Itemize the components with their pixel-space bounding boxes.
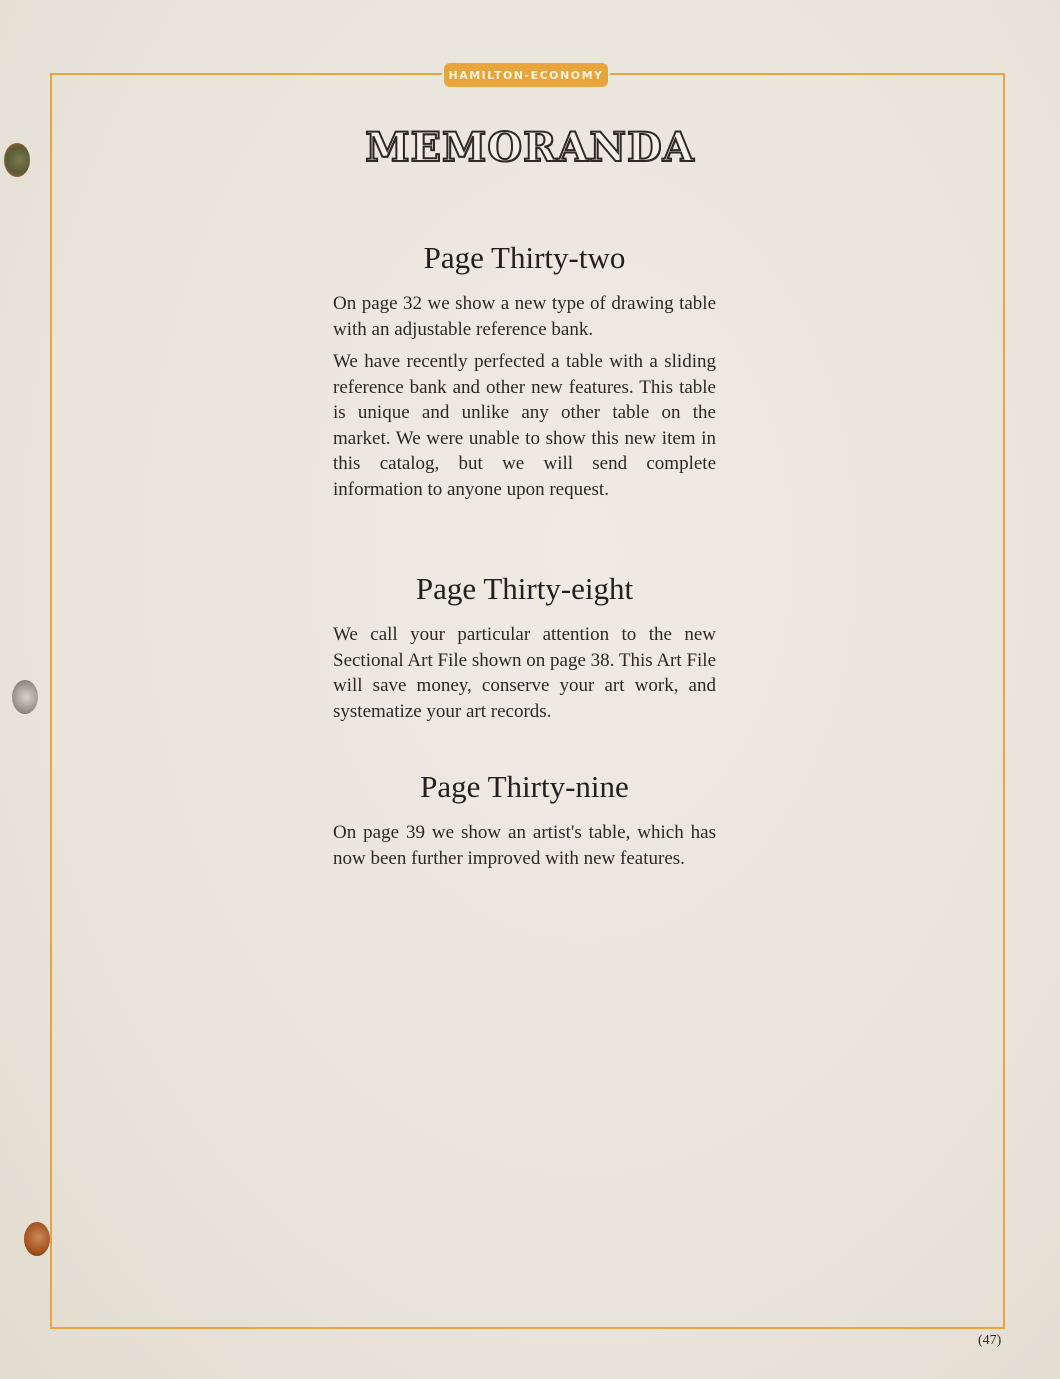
section-paragraph: On page 32 we show a new type of drawing table with an adjustable reference bank. [333,293,716,340]
page-number: (47) [978,1333,1002,1348]
section-heading: Page Thirty-nine [420,769,629,804]
section-heading: Page Thirty-eight [415,571,634,606]
binder-hole [12,680,38,714]
section-paragraph: We have recently perfected a table with a sliding reference bank and other new features. This table is unique and unlike any other table on the market. We were unable to show this new item in this catalog, but we will send complete information to anyone upon request. [333,351,716,500]
section-heading: Page Thirty-two [423,240,626,275]
page-title: MEMORANDA [365,124,695,171]
section-paragraph: We call your particular attention to the new Sectional Art File shown on page 38. This Art File will save money, conserve your art work, and systematize your art records. [333,624,716,722]
binder-hole [24,1222,50,1256]
header-badge [444,63,608,87]
section-paragraph: On page 39 we show an artist's table, which has now been further improved with new features. [333,822,716,869]
header-badge-text: HAMILTON-ECONOMY [448,68,604,82]
